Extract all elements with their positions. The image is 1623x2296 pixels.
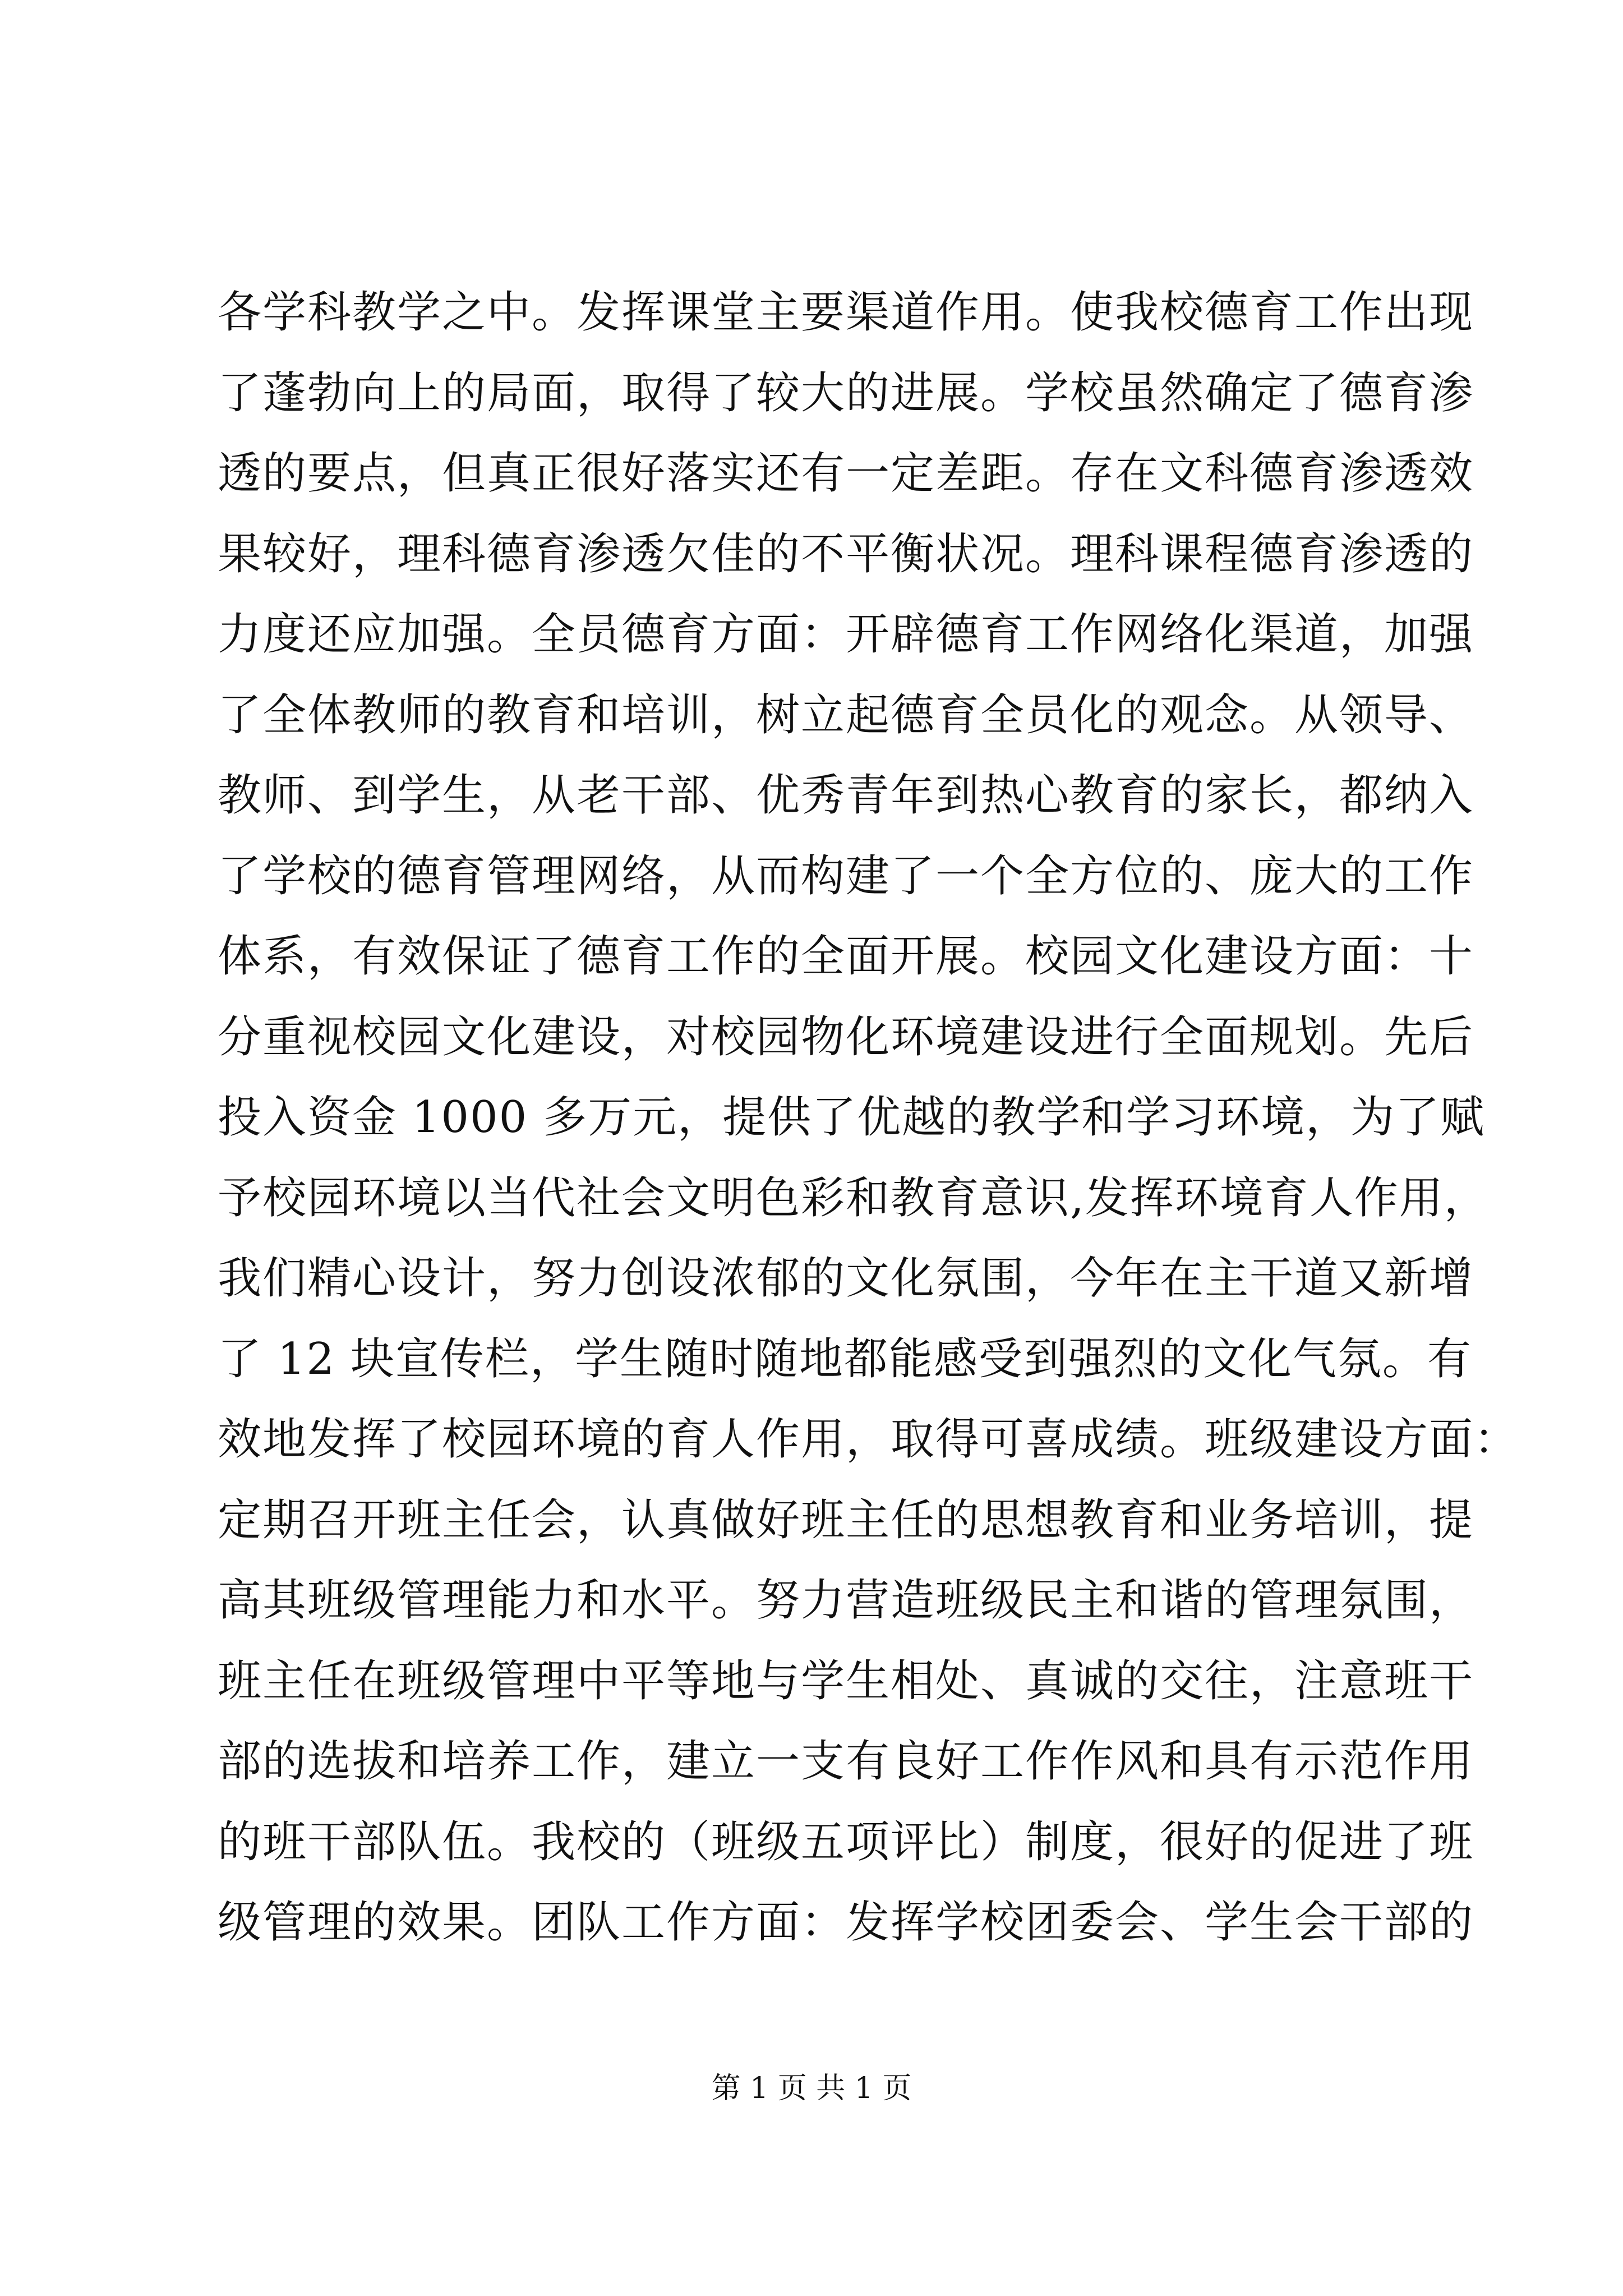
text-line: 各学科教学之中。发挥课堂主要渠道作用。使我校德育工作出现: [218, 287, 1474, 338]
text-line: 透的要点，但真正很好落实还有一定差距。存在文科德育渗透效: [218, 448, 1474, 499]
text-line: 级管理的效果。团队工作方面：发挥学校团委会、学生会干部的: [218, 1897, 1474, 1948]
body-text: [218, 273, 1519, 1963]
text-line: 了蓬勃向上的局面，取得了较大的进展。学校虽然确定了德育渗: [218, 367, 1474, 418]
text-line: 分重视校园文化建设，对校园物化环境建设进行全面规划。先后: [218, 1011, 1474, 1062]
page-footer: 第 1 页 共 1 页: [711, 2072, 912, 2105]
text-line: 体系，有效保证了德育工作的全面开展。校园文化建设方面：十: [218, 931, 1474, 982]
text-line: 了学校的德育管理网络，从而构建了一个全方位的、庞大的工作: [218, 850, 1474, 901]
text-line: 的班干部队伍。我校的（班级五项评比）制度，很好的促进了班: [218, 1816, 1474, 1867]
text-line: 定期召开班主任会，认真做好班主任的思想教育和业务培训，提: [218, 1494, 1474, 1545]
text-line: 投入资金 1000 多万元，提供了优越的教学和学习环境，为了赋: [218, 1092, 1486, 1143]
text-line: 教师、到学生，从老干部、优秀青年到热心教育的家长，都纳入: [218, 770, 1474, 821]
text-line: 力度还应加强。全员德育方面：开辟德育工作网络化渠道，加强: [218, 609, 1474, 660]
text-line: 了 12 块宣传栏，学生随时随地都能感受到强烈的文化气氛。有: [218, 1333, 1472, 1384]
text-line: 果较好，理科德育渗透欠佳的不平衡状况。理科课程德育渗透的: [218, 528, 1474, 579]
text-line: 高其班级管理能力和水平。努力营造班级民主和谐的管理氛围，: [218, 1575, 1474, 1626]
text-line: 班主任在班级管理中平等地与学生相处、真诚的交往，注意班干: [218, 1655, 1474, 1706]
text-line: 效地发挥了校园环境的育人作用，取得可喜成绩。班级建设方面：: [218, 1414, 1519, 1465]
text-line: 了全体教师的教育和培训，树立起德育全员化的观念。从领导、: [218, 689, 1474, 740]
text-line: 部的选拔和培养工作，建立一支有良好工作作风和具有示范作用: [218, 1736, 1474, 1787]
text-line: 我们精心设计，努力创设浓郁的文化氛围，今年在主干道又新增: [218, 1253, 1474, 1304]
text-line: 予校园环境以当代社会文明色彩和教育意识,发挥环境育人作用，: [218, 1172, 1489, 1223]
